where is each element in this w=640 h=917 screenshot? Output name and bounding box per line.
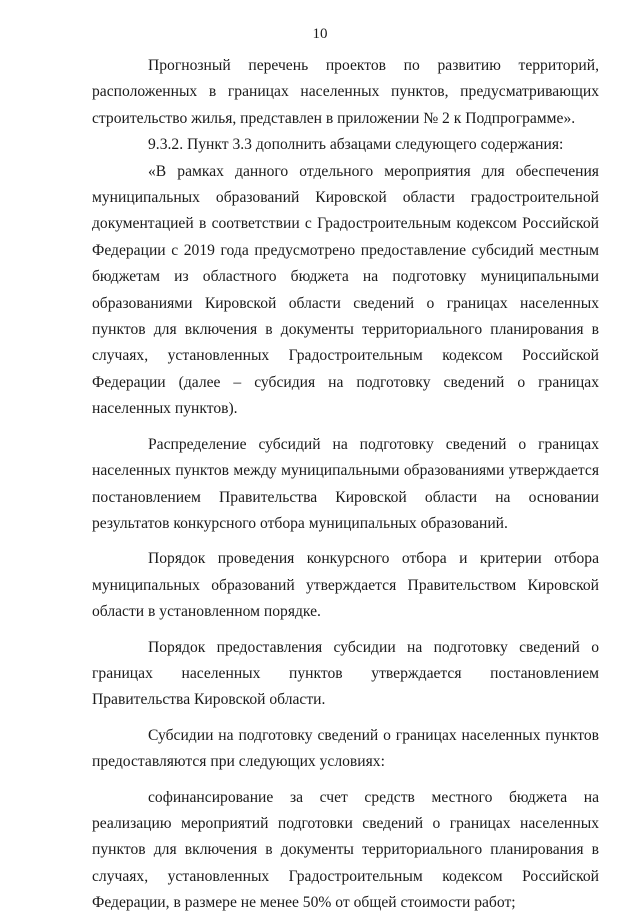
paragraph-cofinancing-condition: софинансирование за счет средств местного бюджета на реализацию мероприятий подготовки сведений о границах населенных пунктов для включения в документы территориального планирования в случаях, установленных Градостроительным кодексом Российской Федерации, в размере не менее 50% от общей стоимости работ; xyxy=(92,788,599,912)
paragraph-forecast-list: Прогнозный перечень проектов по развитию территорий, расположенных в границах населенных пунктов, предусматривающих строительство жилья, представлен в приложении № 2 к Подпрограмме». xyxy=(92,57,599,127)
paragraph-provision-procedure: Порядок предоставления субсидии на подготовку сведений о границах населенных пунктов утверждается постановлением Правительства Кировской области. xyxy=(92,638,599,709)
page-number: 10 xyxy=(312,26,328,42)
paragraph-subsidy-description: «В рамках данного отдельного мероприятия для обеспечения муниципальных образований Кировской области градостроительной документацией в соответствии с Градостроительным кодексом Российской Федерации с 2019 года предусмотрено предоставление субсидий местным бюджетам из областного бюджета на подготовку муниципальными образованиями Кировской области сведений о границах населенных пунктов для включения в документы территориального планирования в случаях, установленных Градостроительным кодексом Российской Федерации (далее – субсидия на подготовку сведений о границах населенных пунктов). xyxy=(92,162,599,418)
paragraph-item-9-3-2: 9.3.2. Пункт 3.3 дополнить абзацами следующего содержания: xyxy=(148,136,564,154)
paragraph-selection-procedure: Порядок проведения конкурсного отбора и критерии отбора муниципальных образований утверждается Правительством Кировской области в установленном порядке. xyxy=(92,550,599,621)
paragraph-conditions-intro: Субсидии на подготовку сведений о границах населенных пунктов предоставляются при следующих условиях: xyxy=(92,726,599,771)
paragraph-subsidy-distribution: Распределение субсидий на подготовку сведений о границах населенных пунктов между муниципальными образованиями утверждается постановлением Правительства Кировской области на основании результатов конкурсного отбора муниципальных образований. xyxy=(92,435,599,532)
document-body xyxy=(92,53,599,917)
